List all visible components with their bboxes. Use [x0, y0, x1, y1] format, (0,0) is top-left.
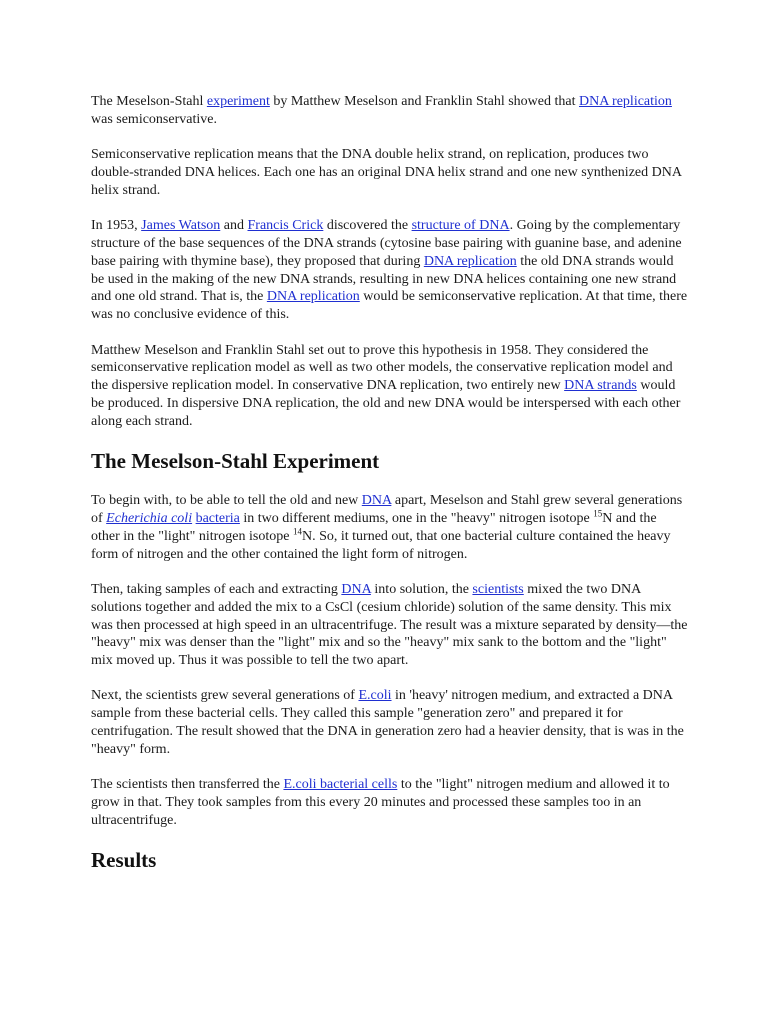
paragraph-generation-zero — [91, 687, 688, 758]
link-dna-strands[interactable]: DNA strands — [564, 378, 637, 394]
heading-experiment: The Meselson-Stahl Experiment — [91, 449, 380, 474]
link-francis-crick[interactable]: Francis Crick — [247, 218, 324, 234]
text-run: and — [220, 218, 248, 234]
link-e-coli-bacterial-cells[interactable]: E.coli bacterial cells — [283, 777, 398, 793]
text-run: The scientists then transferred the — [91, 777, 284, 793]
text-run: into solution, the — [370, 581, 473, 597]
text-run: in 'heavy' nitrogen medium, and extracted a DNA sample from these bacterial cells. They called this sample "generation zero" and prepared it for centrifugation. The result showed that the DNA in generation zero had a heavier density, that is was in the "heavy" form. — [91, 688, 684, 757]
text-run: The Meselson-Stahl — [91, 94, 207, 109]
link-dna-replication[interactable]: DNA replication — [266, 289, 360, 305]
link-structure-of-dna[interactable]: structure of DNA — [411, 218, 510, 234]
paragraph-isotopes — [91, 492, 688, 563]
paragraph-light-medium — [91, 776, 688, 829]
paragraph-hypothesis — [91, 342, 688, 431]
text-run: Then, taking samples of each and extracting — [91, 581, 342, 597]
text-run: To begin with, to be able to tell the old and new — [91, 493, 362, 509]
link-dna[interactable]: DNA — [361, 493, 392, 509]
link-dna-replication[interactable]: DNA replication — [423, 253, 517, 269]
link-bacteria[interactable]: bacteria — [195, 510, 240, 526]
text-run: Matthew Meselson and Franklin Stahl set out to prove this hypothesis in 1958. They considered the semiconservative replication model as well as two other models, the conservative replication model and the dispersive replication model. In conservative DNA replication, two entirely new — [91, 342, 673, 394]
text-run: would be produced. In dispersive DNA replication, the old and new DNA would be interspersed with each other along each strand. — [91, 378, 681, 429]
text-run: discovered the — [323, 218, 412, 234]
link-dna[interactable]: DNA — [341, 581, 371, 597]
paragraph-semiconservative — [91, 146, 688, 199]
text-run: N. So, it turned out, that one bacterial culture contained the heavy form of nitrogen and the other contained the light form of nitrogen. — [91, 528, 671, 562]
text-run: apart, Meselson and Stahl grew several generations of — [91, 493, 683, 526]
text-run: was semiconservative. — [91, 111, 217, 127]
paragraph-intro — [91, 93, 688, 129]
text-run: would be semiconservative replication. At that time, there was no conclusive evidence of this. — [91, 289, 688, 323]
text-run: . Going by the complementary structure of the base sequences of the DNA strands (cytosine base pairing with guanine base, and adenine base pairing with thymine base), they proposed that during — [91, 218, 682, 269]
superscript-15: 15 — [593, 508, 603, 519]
link-dna-replication[interactable]: DNA replication — [579, 94, 672, 109]
text-run: in two different mediums, one in the "heavy" nitrogen isotope — [239, 510, 594, 526]
text-run: Semiconservative replication means that the DNA double helix strand, on replication, produces two double-stranded DNA helices. Each one has an original DNA helix strand and one new synthenized DNA helix strand. — [91, 147, 682, 198]
heading-results: Results — [91, 848, 157, 873]
link-echerichia-coli[interactable]: Echerichia coli — [106, 510, 193, 526]
text-run: In 1953, — [91, 218, 142, 234]
link-james-watson[interactable]: James Watson — [141, 218, 221, 234]
link-e-coli[interactable]: E.coli — [358, 688, 392, 704]
link-experiment[interactable]: experiment — [206, 94, 270, 109]
text-run: to the "light" nitrogen medium and allowed it to grow in that. They took samples from this every 20 minutes and processed these samples too in an ultracentrifuge. — [91, 777, 670, 828]
text-run: the old DNA strands would be used in the making of the new DNA strands, resulting in new DNA helices containing one new strand and one old strand. That is, the — [91, 253, 677, 305]
text-run: by Matthew Meselson and Franklin Stahl showed that — [269, 94, 579, 109]
paragraph-watson-crick — [91, 217, 688, 324]
paragraph-centrifuge — [91, 581, 688, 670]
link-scientists[interactable]: scientists — [472, 581, 524, 597]
text-run: N and the other in the "light" nitrogen isotope — [91, 510, 657, 544]
text-run: Next, the scientists grew several generations of — [91, 688, 359, 704]
text-run: mixed the two DNA solutions together and added the mix to a CsCl (cesium chloride) solution of the same density. This mix was then processed at high speed in an ultracentrifuge. The result was a mixture separated by density—the "heavy" mix was denser than the "light" mix and so the "heavy" mix sank to the bottom and the "light" mix moved up. Thus it was possible to tell the two apart. — [91, 581, 688, 669]
superscript-14: 14 — [292, 526, 302, 537]
